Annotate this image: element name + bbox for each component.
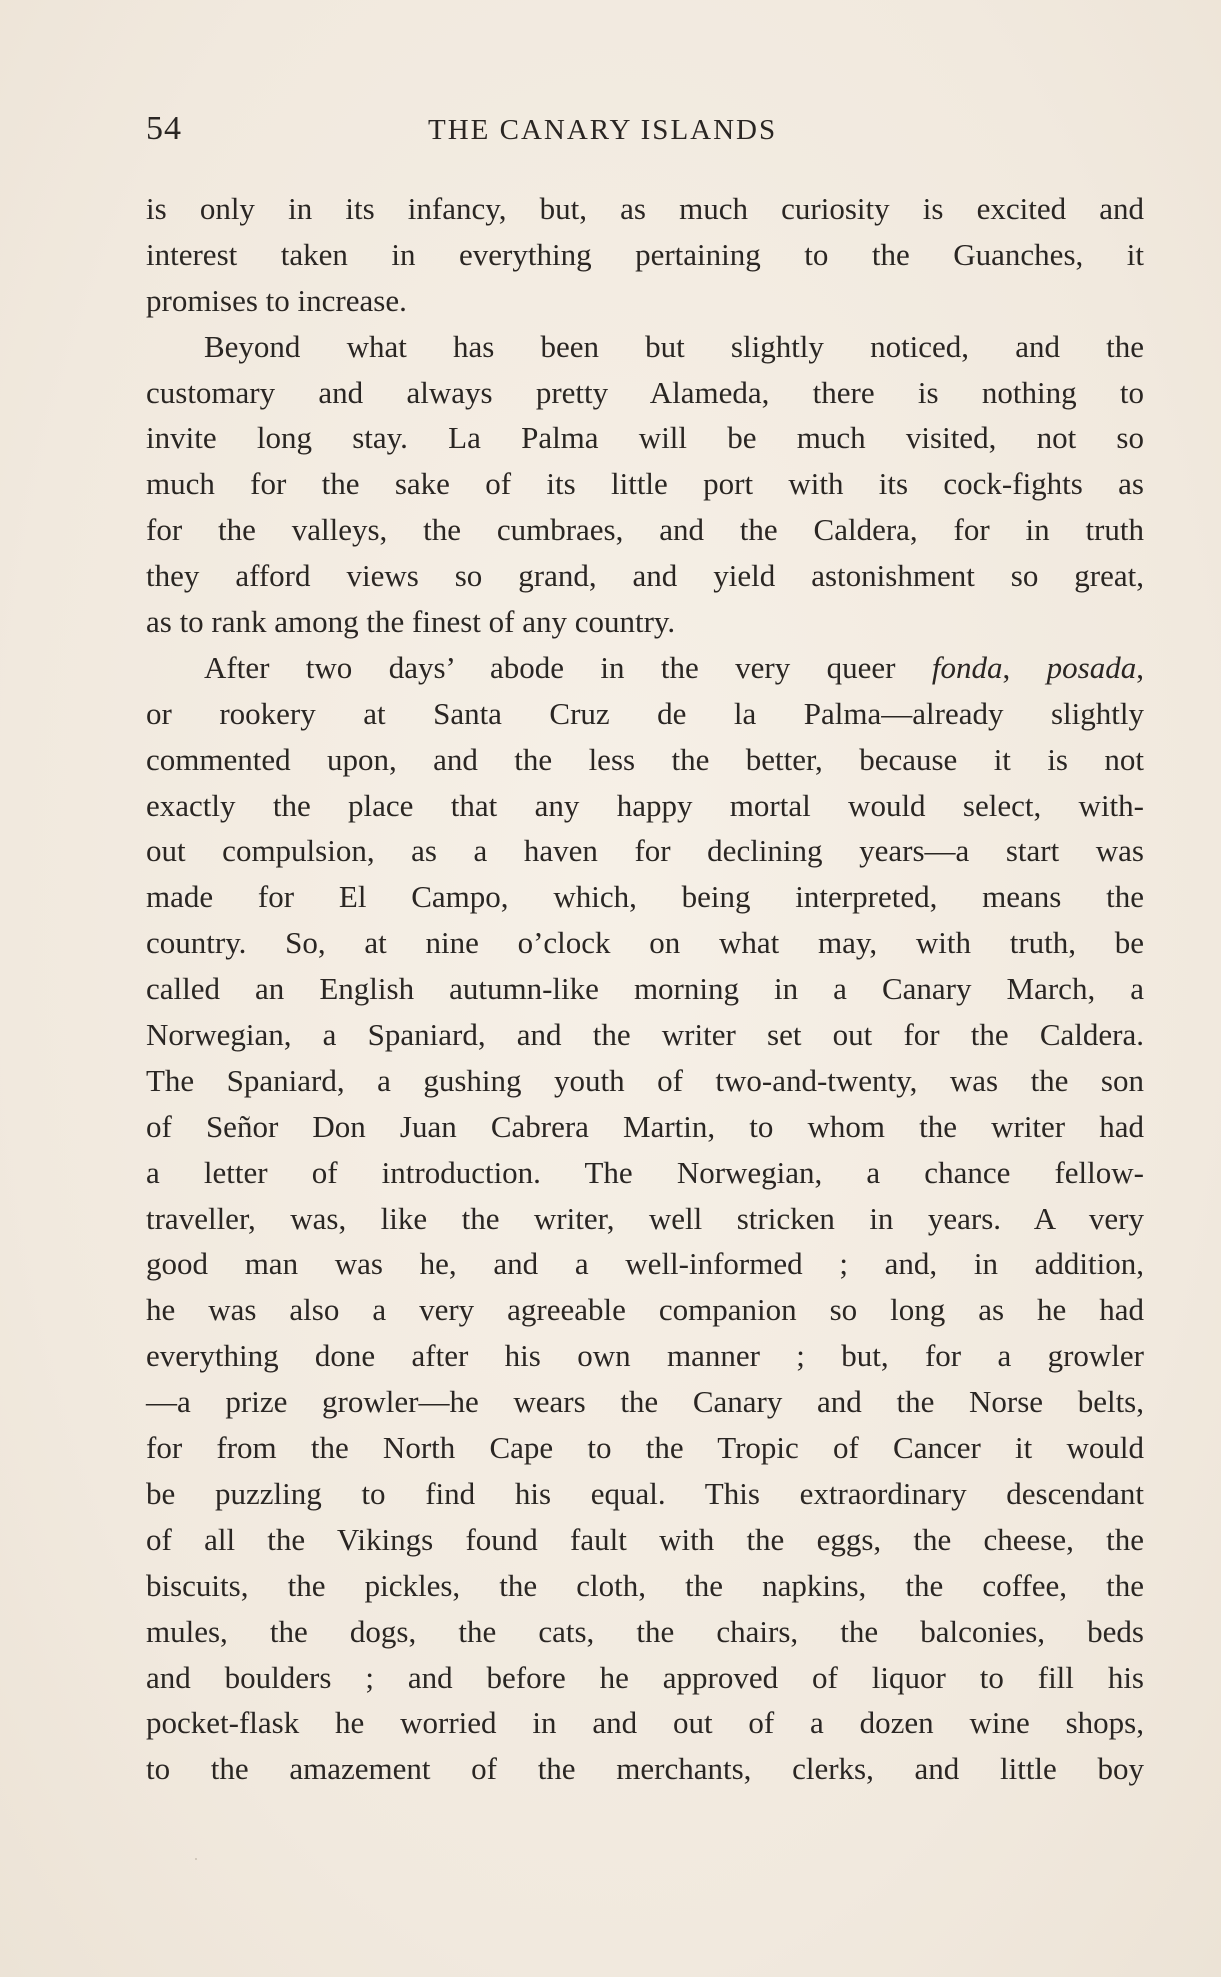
text-line: —a prize growler—he wears the Canary and the Norse belts, <box>146 1384 1144 1420</box>
text-line: The Spaniard, a gushing youth of two-and-twenty, was the son <box>146 1062 1144 1098</box>
text-line: is only in its infancy, but, as much curiosity is excited and <box>146 191 1144 226</box>
text-line: customary and always pretty Alameda, there is nothing to <box>146 374 1144 410</box>
text-line: everything done after his own manner ; but, for a growler <box>146 1338 1144 1374</box>
text-line: biscuits, the pickles, the cloth, the napkins, the coffee, the <box>146 1567 1144 1603</box>
text-line: exactly the place that any happy mortal would select, with- <box>146 787 1144 823</box>
text-line: a letter of introduction. The Norwegian, a chance fellow- <box>146 1154 1144 1190</box>
text-line: to the amazement of the merchants, clerks, and little boy <box>146 1751 1144 1787</box>
text-line: called an English autumn-like morning in a Canary March, a <box>146 971 1144 1007</box>
running-head <box>146 110 1146 160</box>
text-line: promises to increase. <box>146 282 407 318</box>
text-line: country. So, at nine o’clock on what may, with truth, be <box>146 925 1144 961</box>
text-line: be puzzling to find his equal. This extraordinary descendant <box>146 1475 1144 1511</box>
text-line: much for the sake of its little port with its cock-fights as <box>146 466 1144 502</box>
italic-word: fonda <box>931 649 1003 685</box>
text-span: , <box>1136 649 1144 685</box>
text-line: good man was he, and a well-informed ; and, in addition, <box>146 1246 1144 1282</box>
text-line: and boulders ; and before he approved of liquor to fill his <box>146 1659 1144 1695</box>
text-line: interest taken in everything pertaining to the Guanches, it <box>146 236 1144 272</box>
text-line: they afford views so grand, and yield astonishment so great, <box>146 558 1144 594</box>
text-line: Beyond what has been but slightly noticed, and the <box>204 328 1144 364</box>
text-line: or rookery at Santa Cruz de la Palma—already slightly <box>146 695 1144 731</box>
text-line: commented upon, and the less the better, because it is not <box>146 741 1144 777</box>
text-line: he was also a very agreeable companion so long as he had <box>146 1292 1144 1328</box>
text-line: of Señor Don Juan Cabrera Martin, to whom the writer had <box>146 1108 1144 1144</box>
text-span: After two days’ abode in the very queer <box>204 649 932 685</box>
paper-speck <box>195 1858 197 1860</box>
page-number: 54 <box>146 110 182 147</box>
text-span: , <box>1002 649 1047 685</box>
text-line: out compulsion, as a haven for declining years—a start was <box>146 833 1144 869</box>
text-line: of all the Vikings found fault with the eggs, the cheese, the <box>146 1521 1144 1557</box>
text-line: invite long stay. La Palma will be much visited, not so <box>146 420 1144 456</box>
text-line: traveller, was, like the writer, well stricken in years. A very <box>146 1200 1144 1236</box>
text-line: made for El Campo, which, being interpreted, means the <box>146 879 1144 915</box>
text-line: Norwegian, a Spaniard, and the writer set out for the Caldera. <box>146 1017 1144 1053</box>
text-line: for the valleys, the cumbraes, and the Caldera, for in truth <box>146 512 1144 548</box>
text-line: as to rank among the finest of any country. <box>146 604 676 640</box>
text-line: for from the North Cape to the Tropic of Cancer it would <box>146 1430 1144 1466</box>
body-text <box>146 186 1144 1792</box>
text-line <box>146 645 1144 691</box>
running-title: THE CANARY ISLANDS <box>428 114 778 146</box>
italic-word: posada <box>1046 649 1137 685</box>
text-line: mules, the dogs, the cats, the chairs, the balconies, beds <box>146 1613 1144 1649</box>
text-line: pocket-flask he worried in and out of a dozen wine shops, <box>146 1705 1144 1741</box>
